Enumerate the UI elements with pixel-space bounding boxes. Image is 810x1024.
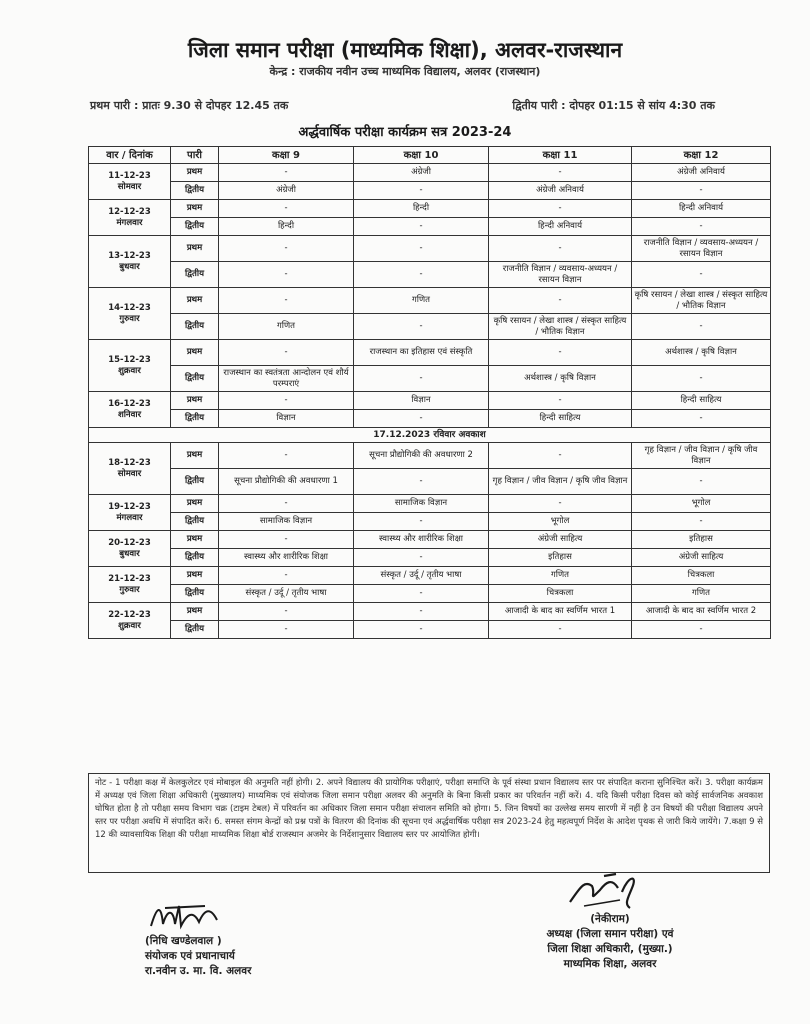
class-10-cell: -: [354, 314, 489, 340]
holiday-row: [89, 428, 771, 443]
coordinator-role: संयोजक एवं प्रधानाचार्य: [145, 950, 235, 962]
class-12-cell: गृह विज्ञान / जीव विज्ञान / कृषि जीव विज्ञान: [632, 443, 771, 469]
notes-box: नोट - 1 परीक्षा कक्ष में केलकुलेटर एवं मोबाइल की अनुमति नहीं होगी। 2. अपने विद्यालय की प्रायोगिक परीक्षाएं, परीक्षा समाप्ति के पूर्व संस्था प्रधान विद्यालय स्तर पर संपादित कराना सुनिश्चित करें। 3. परीक्षा कार्यक्रम में अध्यक्ष एवं जिला शिक्षा अधिकारी (मुख्यालय) माध्यमिक एवं संयोजक जिला समान परीक्षा अलवर की अनुमति के बिना किसी प्रकार का परिवर्तन नहीं करें। 4. यदि किसी परीक्षा दिवस को कोई सार्वजनिक अवकाश घोषित होता है तो परीक्षा समय विभाग चक्र (टाइम टेबल) में परिवर्तन का अधिकार जिला समान परीक्षा संचालन समिति को होगा। 5. जिन विषयों का उल्लेख समय सारणी में नहीं है उन विषयों की परीक्षा विद्यालय अपने स्तर पर परीक्षा अवधि में संपादित करें। 6. समस्त संगम केन्द्रों को प्रश्न पत्रों के वितरण की दिनांक की सूचना एवं अर्द्धवार्षिक परीक्षा सत्र 2023-24 हेतु महत्वपूर्ण निर्देश के आदेश पृथक से जारी किये जायेंगे। 7.कक्षा 9 से 12 की व्यावसायिक शिक्षा की परीक्षा माध्यमिक शिक्षा बोर्ड राजस्थान अजमेर के निर्देशानुसार विद्यालय स्तर पर आयोजित होगी।: [88, 773, 770, 873]
exam-date: 16-12-23: [108, 398, 151, 409]
class-10-cell: -: [354, 585, 489, 603]
exam-date: 13-12-23: [108, 250, 151, 261]
class-9-cell: गणित: [219, 314, 354, 340]
header-class-9: कक्षा 9: [219, 147, 354, 164]
header-class-11: कक्षा 11: [489, 147, 632, 164]
table-row: [89, 288, 771, 314]
class-9-cell: -: [219, 531, 354, 549]
header-class-12: कक्षा 12: [632, 147, 771, 164]
class-10-cell: -: [354, 469, 489, 495]
class-12-cell: हिन्दी साहित्य: [632, 392, 771, 410]
class-10-cell: -: [354, 182, 489, 200]
shift-cell: प्रथम: [171, 164, 219, 182]
exam-date: 12-12-23: [108, 206, 151, 217]
coordinator-name: (निधि खण्डेलवाल ): [145, 935, 222, 947]
document-title: जिला समान परीक्षा (माध्यमिक शिक्षा), अलवर-राजस्थान: [187, 38, 623, 62]
class-10-cell: -: [354, 366, 489, 392]
holiday-note: 17.12.2023 रविवार अवकाश: [89, 428, 771, 443]
class-10-cell: -: [354, 262, 489, 288]
table-row: [89, 531, 771, 549]
shift-cell: द्वितीय: [171, 218, 219, 236]
class-12-cell: कृषि रसायन / लेखा शास्त्र / संस्कृत साहित्य / भौतिक विज्ञान: [632, 288, 771, 314]
class-10-cell: -: [354, 218, 489, 236]
class-11-cell: राजनीति विज्ञान / व्यवसाय-अध्ययन / रसायन विज्ञान: [489, 262, 632, 288]
class-9-cell: -: [219, 603, 354, 621]
class-12-cell: -: [632, 366, 771, 392]
exam-date: 14-12-23: [108, 302, 151, 313]
class-9-cell: स्वास्थ्य और शारीरिक शिक्षा: [219, 549, 354, 567]
exam-date: 18-12-23: [108, 457, 151, 468]
shift-cell: द्वितीय: [171, 513, 219, 531]
timetable-container: [88, 146, 770, 639]
class-12-cell: -: [632, 513, 771, 531]
table-row: [89, 200, 771, 218]
table-row: [89, 410, 771, 428]
table-row: [89, 218, 771, 236]
class-12-cell: -: [632, 410, 771, 428]
class-12-cell: -: [632, 218, 771, 236]
class-11-cell: हिन्दी साहित्य: [489, 410, 632, 428]
class-10-cell: -: [354, 236, 489, 262]
chairman-name: (नेकीराम): [590, 913, 630, 925]
class-9-cell: -: [219, 443, 354, 469]
table-row: [89, 621, 771, 639]
class-12-cell: गणित: [632, 585, 771, 603]
class-10-cell: -: [354, 603, 489, 621]
chairman-role-3: माध्यमिक शिक्षा, अलवर: [563, 958, 657, 970]
class-12-cell: इतिहास: [632, 531, 771, 549]
class-10-cell: सूचना प्रौद्योगिकी की अवधारणा 2: [354, 443, 489, 469]
coordinator-school: रा.नवीन उ. मा. वि. अलवर: [145, 965, 252, 977]
table-row: [89, 469, 771, 495]
day-date-cell: [89, 340, 171, 392]
class-11-cell: हिन्दी अनिवार्य: [489, 218, 632, 236]
chairman-signature-block: [500, 868, 720, 972]
class-11-cell: -: [489, 236, 632, 262]
class-10-cell: हिन्दी: [354, 200, 489, 218]
class-10-cell: -: [354, 621, 489, 639]
class-9-cell: अंग्रेजी: [219, 182, 354, 200]
shift-cell: प्रथम: [171, 236, 219, 262]
table-row: [89, 314, 771, 340]
class-10-cell: -: [354, 549, 489, 567]
coordinator-signature: [145, 900, 235, 934]
class-12-cell: अंग्रेजी साहित्य: [632, 549, 771, 567]
class-11-cell: -: [489, 200, 632, 218]
shift-cell: द्वितीय: [171, 262, 219, 288]
shift-cell: प्रथम: [171, 340, 219, 366]
table-row: [89, 495, 771, 513]
exam-date: 22-12-23: [108, 609, 151, 620]
class-9-cell: -: [219, 262, 354, 288]
table-row: [89, 236, 771, 262]
class-12-cell: -: [632, 182, 771, 200]
day-date-cell: [89, 603, 171, 639]
class-11-cell: -: [489, 392, 632, 410]
class-11-cell: भूगोल: [489, 513, 632, 531]
table-row: [89, 182, 771, 200]
chairman-role-2: जिला शिक्षा अधिकारी, (मुख्या.): [547, 943, 673, 955]
exam-weekday: शनिवार: [117, 409, 142, 420]
class-12-cell: -: [632, 621, 771, 639]
table-header-row: [89, 147, 771, 164]
class-12-cell: आजादी के बाद का स्वर्णिम भारत 2: [632, 603, 771, 621]
table-row: [89, 340, 771, 366]
class-11-cell: गणित: [489, 567, 632, 585]
class-10-cell: -: [354, 410, 489, 428]
class-10-cell: विज्ञान: [354, 392, 489, 410]
class-12-cell: चित्रकला: [632, 567, 771, 585]
shift-cell: प्रथम: [171, 531, 219, 549]
day-date-cell: [89, 567, 171, 603]
class-9-cell: सूचना प्रौद्योगिकी की अवधारणा 1: [219, 469, 354, 495]
shift-cell: द्वितीय: [171, 410, 219, 428]
class-9-cell: विज्ञान: [219, 410, 354, 428]
chairman-role-1: अध्यक्ष (जिला समान परीक्षा) एवं: [546, 928, 674, 940]
class-10-cell: सामाजिक विज्ञान: [354, 495, 489, 513]
class-9-cell: सामाजिक विज्ञान: [219, 513, 354, 531]
table-row: [89, 164, 771, 182]
table-row: [89, 443, 771, 469]
class-10-cell: स्वास्थ्य और शारीरिक शिक्षा: [354, 531, 489, 549]
table-row: [89, 585, 771, 603]
exam-weekday: गुरुवार: [119, 584, 140, 595]
shift-cell: प्रथम: [171, 392, 219, 410]
exam-session-title: अर्द्धवार्षिक परीक्षा कार्यक्रम सत्र 2023-24: [298, 125, 512, 140]
shift-cell: द्वितीय: [171, 314, 219, 340]
class-12-cell: -: [632, 314, 771, 340]
class-12-cell: हिन्दी अनिवार्य: [632, 200, 771, 218]
day-date-cell: [89, 288, 171, 340]
class-9-cell: संस्कृत / उर्दू / तृतीय भाषा: [219, 585, 354, 603]
day-date-cell: [89, 495, 171, 531]
exam-weekday: गुरुवार: [119, 313, 140, 324]
shift-cell: प्रथम: [171, 288, 219, 314]
class-10-cell: राजस्थान का इतिहास एवं संस्कृति: [354, 340, 489, 366]
class-11-cell: -: [489, 288, 632, 314]
class-12-cell: राजनीति विज्ञान / व्यवसाय-अध्ययन / रसायन विज्ञान: [632, 236, 771, 262]
header-class-10: कक्षा 10: [354, 147, 489, 164]
exam-weekday: मंगलवार: [116, 512, 143, 523]
class-12-cell: अंग्रेजी अनिवार्य: [632, 164, 771, 182]
day-date-cell: [89, 443, 171, 495]
header-shift: पारी: [171, 147, 219, 164]
class-11-cell: इतिहास: [489, 549, 632, 567]
exam-date: 11-12-23: [108, 170, 151, 181]
class-10-cell: अंग्रेजी: [354, 164, 489, 182]
class-9-cell: -: [219, 495, 354, 513]
day-date-cell: [89, 236, 171, 288]
class-12-cell: -: [632, 262, 771, 288]
exam-timetable: [88, 146, 771, 639]
exam-center: केन्द्र : राजकीय नवीन उच्च माध्यमिक विद्यालय, अलवर (राजस्थान): [269, 65, 541, 78]
day-date-cell: [89, 392, 171, 428]
exam-weekday: सोमवार: [117, 468, 142, 479]
class-11-cell: -: [489, 495, 632, 513]
shift-cell: प्रथम: [171, 567, 219, 585]
shift-cell: द्वितीय: [171, 549, 219, 567]
table-row: [89, 513, 771, 531]
exam-date: 20-12-23: [108, 537, 151, 548]
exam-weekday: सोमवार: [117, 181, 142, 192]
class-9-cell: -: [219, 288, 354, 314]
day-date-cell: [89, 164, 171, 200]
exam-weekday: शुक्रवार: [118, 365, 141, 376]
class-11-cell: -: [489, 443, 632, 469]
class-12-cell: अर्थशास्त्र / कृषि विज्ञान: [632, 340, 771, 366]
class-12-cell: भूगोल: [632, 495, 771, 513]
shift-cell: द्वितीय: [171, 469, 219, 495]
first-shift-timing: प्रथम पारी : प्रातः 9.30 से दोपहर 12.45 तक: [90, 99, 289, 112]
header-day-date: वार / दिनांक: [89, 147, 171, 164]
shift-cell: द्वितीय: [171, 621, 219, 639]
exam-weekday: बुधवार: [119, 261, 140, 272]
exam-weekday: बुधवार: [119, 548, 140, 559]
class-9-cell: -: [219, 621, 354, 639]
shift-cell: द्वितीय: [171, 366, 219, 392]
class-11-cell: अर्थशास्त्र / कृषि विज्ञान: [489, 366, 632, 392]
table-row: [89, 567, 771, 585]
coordinator-signature-block: [145, 900, 305, 979]
class-9-cell: -: [219, 340, 354, 366]
class-11-cell: गृह विज्ञान / जीव विज्ञान / कृषि जीव विज्ञान: [489, 469, 632, 495]
second-shift-timing: द्वितीय पारी : दोपहर 01:15 से सांय 4:30 तक: [512, 99, 715, 112]
table-row: [89, 392, 771, 410]
timetable-body: [89, 164, 771, 639]
class-11-cell: -: [489, 340, 632, 366]
class-12-cell: -: [632, 469, 771, 495]
exam-date: 19-12-23: [108, 501, 151, 512]
class-9-cell: -: [219, 392, 354, 410]
class-9-cell: -: [219, 567, 354, 585]
class-11-cell: -: [489, 164, 632, 182]
class-10-cell: संस्कृत / उर्दू / तृतीय भाषा: [354, 567, 489, 585]
class-11-cell: कृषि रसायन / लेखा शास्त्र / संस्कृत साहित्य / भौतिक विज्ञान: [489, 314, 632, 340]
class-9-cell: हिन्दी: [219, 218, 354, 236]
shift-cell: प्रथम: [171, 443, 219, 469]
class-11-cell: चित्रकला: [489, 585, 632, 603]
table-row: [89, 603, 771, 621]
class-9-cell: -: [219, 164, 354, 182]
day-date-cell: [89, 531, 171, 567]
table-row: [89, 366, 771, 392]
class-9-cell: -: [219, 200, 354, 218]
class-9-cell: राजस्थान का स्वतंत्रता आन्दोलन एवं शौर्य परम्पराएं: [219, 366, 354, 392]
shift-cell: प्रथम: [171, 200, 219, 218]
shift-cell: प्रथम: [171, 603, 219, 621]
table-row: [89, 262, 771, 288]
class-11-cell: अंग्रेजी अनिवार्य: [489, 182, 632, 200]
exam-date: 15-12-23: [108, 354, 151, 365]
exam-date: 21-12-23: [108, 573, 151, 584]
table-row: [89, 549, 771, 567]
shift-cell: द्वितीय: [171, 182, 219, 200]
class-11-cell: -: [489, 621, 632, 639]
exam-weekday: शुक्रवार: [118, 620, 141, 631]
day-date-cell: [89, 200, 171, 236]
class-10-cell: -: [354, 513, 489, 531]
chairman-signature: [500, 868, 720, 912]
class-11-cell: अंग्रेजी साहित्य: [489, 531, 632, 549]
class-9-cell: -: [219, 236, 354, 262]
shift-cell: द्वितीय: [171, 585, 219, 603]
class-10-cell: गणित: [354, 288, 489, 314]
shift-cell: प्रथम: [171, 495, 219, 513]
class-11-cell: आजादी के बाद का स्वर्णिम भारत 1: [489, 603, 632, 621]
exam-weekday: मंगलवार: [116, 217, 143, 228]
